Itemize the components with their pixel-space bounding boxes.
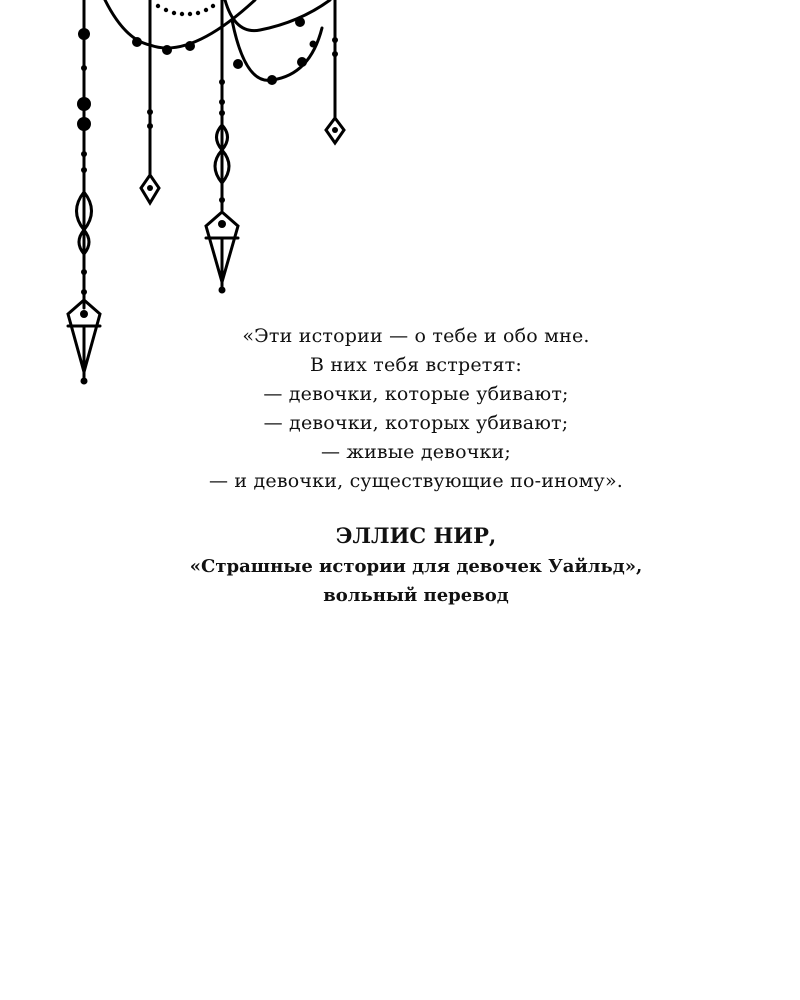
attribution bbox=[0, 520, 800, 610]
epigraph-line: — и девочки, существующие по-иному». bbox=[208, 470, 624, 492]
epigraph bbox=[0, 322, 800, 496]
epigraph-line: — девочки, которые убивают; bbox=[263, 383, 569, 405]
translation-note: вольный перевод bbox=[323, 585, 509, 606]
epigraph-line: — девочки, которых убивают; bbox=[263, 412, 569, 434]
epigraph-line: «Эти истории — о тебе и обо мне. bbox=[242, 325, 590, 347]
author-name: ЭЛЛИС НИР, bbox=[335, 523, 497, 548]
book-title: «Страшные истории для девочек Уайльд», bbox=[189, 556, 643, 577]
epigraph-line: — живые девочки; bbox=[320, 441, 512, 463]
epigraph-line: В них тебя встретят: bbox=[310, 354, 522, 376]
